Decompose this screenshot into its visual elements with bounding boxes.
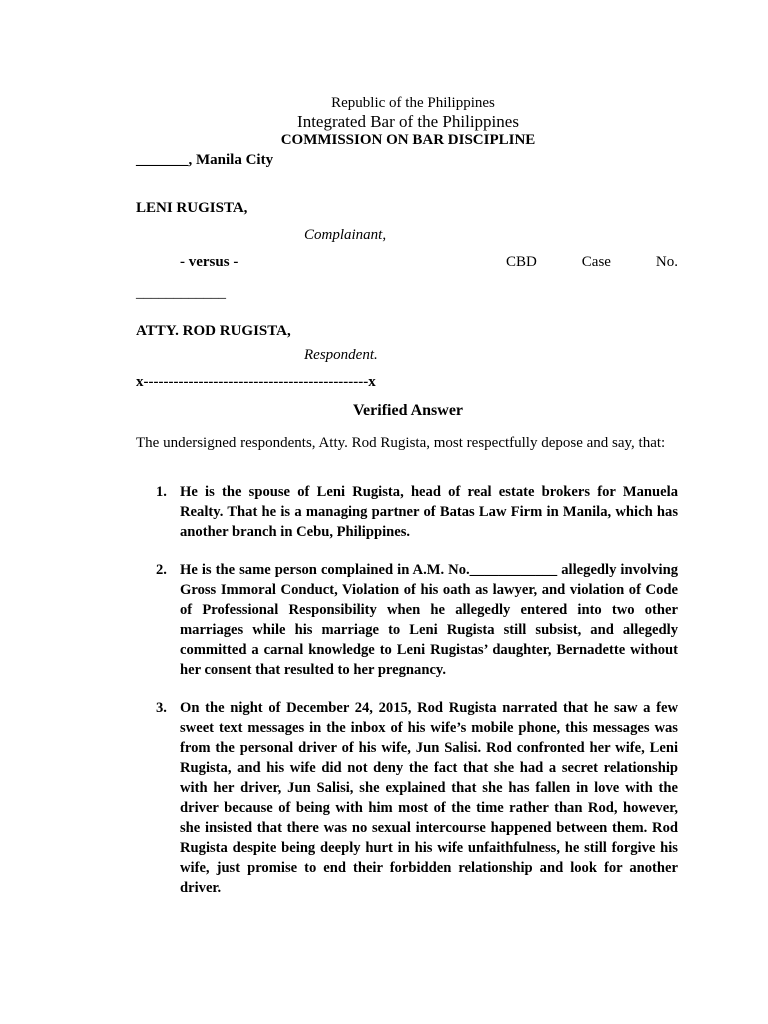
list-item-text: He is the spouse of Leni Rugista, head of real estate brokers for Manuela Realty. That he is a managing partner of Batas Law Firm in Manila, which has another branch in Cebu, Philippines. (180, 484, 678, 540)
header-commission: COMMISSION ON BAR DISCIPLINE (280, 132, 536, 148)
header-ibp: Integrated Bar of the Philippines (297, 112, 519, 131)
case-word: Case (581, 254, 611, 270)
caption-separator: x---------------------------------------------x (136, 374, 376, 390)
list-item-number: 2. (156, 562, 167, 578)
list-item-text: He is the same person complained in A.M. No.____________ allegedly involving Gross Immoral Conduct, Violation of his oath as lawyer, and violation of Code of Professional Responsibility when he allegedly entered into two other marriages while his marriage to Leni Rugista still subsist, and allegedly committed a carnal knowledge to Leni Rugistas’ daughter, Bernadette without her consent that resulted to her pregnancy. (180, 562, 678, 678)
list-item-text: On the night of December 24, 2015, Rod Rugista narrated that he saw a few sweet text messages in the inbox of his wife’s mobile phone, this messages was from the personal driver of his wife, Jun Salisi. Rod confronted her wife, Leni Rugista, and his wife did not deny the fact that she had a secret relationship with her driver, Jun Salisi, she explained that she has fallen in love with the driver because of being with him most of the time rather than Rod, however, she insisted that there was no sexual intercourse happened between them. Rod Rugista despite being deeply hurt in his wife unfaithfulness, he still forgive his wife, just promise to end their forbidden relationship and look for another driver. (180, 700, 678, 896)
list-item (136, 482, 678, 542)
respondent-role: Respondent. (304, 347, 378, 363)
header-republic: Republic of the Philippines (331, 95, 495, 111)
no-word: No. (655, 254, 678, 270)
list-item-number: 1. (156, 484, 167, 500)
numbered-list (136, 482, 678, 898)
list-item-number: 3. (156, 700, 167, 716)
versus-label: - versus - (180, 254, 239, 270)
case-number-blank: ____________ (136, 285, 226, 301)
respondent-name: ATTY. ROD RUGISTA, (136, 323, 291, 339)
list-item (136, 560, 678, 680)
document-title: Verified Answer (352, 402, 464, 419)
location-line: _______, Manila City (136, 152, 274, 168)
complainant-name: LENI RUGISTA, (136, 200, 248, 216)
cbd-word: CBD (506, 254, 537, 270)
cbd-case-number (506, 254, 678, 271)
intro-paragraph: The undersigned respondents, Atty. Rod Rugista, most respectfully depose and say, that: (136, 435, 666, 451)
list-item (136, 698, 678, 898)
complainant-role: Complainant, (304, 227, 387, 243)
